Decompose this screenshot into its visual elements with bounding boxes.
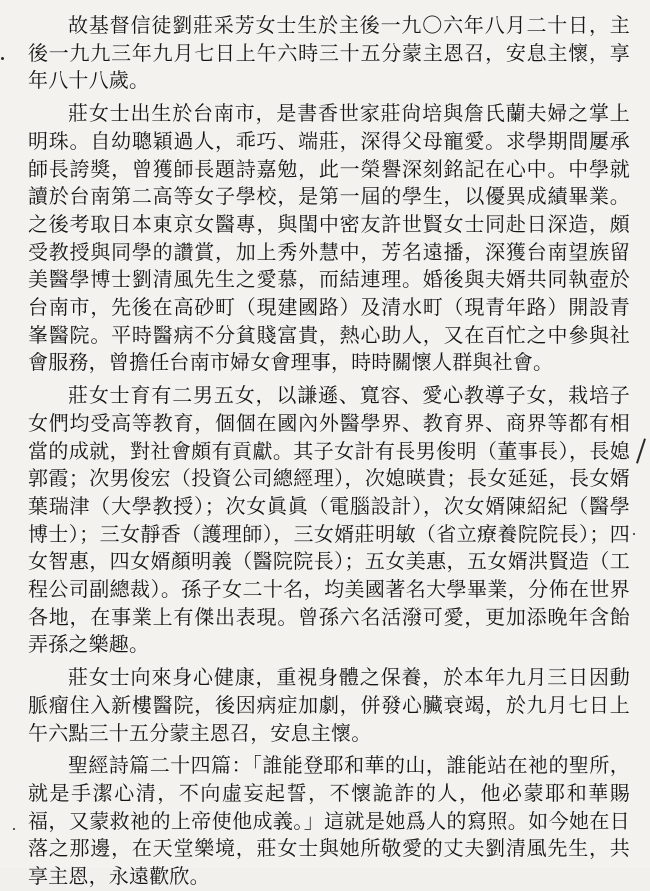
paragraph-scripture: 聖經詩篇二十四篇：「誰能登耶和華的山，誰能站在祂的聖所，就是手潔心清，不向虛妄起誓，不懷詭詐的人，他必蒙耶和華賜福，又蒙救祂的上帝使他成義。」這就是她爲人的寫照。如今她在日落之那邊，在天堂樂境，莊女士與她所敬愛的丈夫劉清風先生，共享主恩，永遠歡欣。 [28, 753, 630, 889]
paragraph-family: 莊女士育有二男五女，以謙遜、寬容、愛心教導子女，栽培子女們均受高等教育，個個在國內外醫學界、教育界、商界等都有相當的成就，對社會頗有貢獻。其子女計有長男俊明（董事長），長媳郭霞；次男俊宏（投資公司總經理），次媳暎貴；長女延延，長女婿葉瑞津（大學教授）；次女眞眞（電腦設計），次女婿陳紹紀（醫學博士）；三女靜香（護理師），三女婿莊明敏（省立療養院院長）；四女智惠，四女婿顏明義（醫院院長）；五女美惠，五女婿洪賢造（工程公司副總裁）。孫子女二十名，均美國著名大學畢業，分佈在世界各地，在事業上有傑出表現。曾孫六名活潑可愛，更加添晚年含飴弄孫之樂趣。 [28, 383, 630, 657]
scan-speck [633, 533, 635, 535]
obituary-text [28, 12, 630, 891]
paragraph-intro: 故基督信徒劉莊采芳女士生於主後一九〇六年八月二十日，主後一九九三年九月七日上午六時三十五分蒙主恩召，安息主懷，享年八十八歲。 [28, 13, 630, 93]
scan-speck [13, 828, 15, 830]
scan-speck [1, 57, 4, 60]
paragraph-biography: 莊女士出生於台南市，是書香世家莊尙培與詹氏蘭夫婦之掌上明珠。自幼聰穎過人，乖巧、端莊，深得父母寵愛。求學期間屢承師長誇獎，曾獲師長題詩嘉勉，此一榮譽深刻銘記在心中。中學就讀於台南第二高等女子學校，是第一屆的學生，以優異成績畢業。之後考取日本東京女醫專，與閨中密友許世賢女士同赴日深造，頗受教授與同學的讚賞，加上秀外慧中，芳名遠播，深獲台南望族留美醫學博士劉清風先生之愛慕，而結連理。婚後與夫婿共同執壺於台南市，先後在高砂町（現建國路）及清水町（現青年路）開設青峯醫院。平時醫病不分貧賤富貴，熱心助人，又在百忙之中參與社會服務，曾擔任台南市婦女會理事，時時關懷人群與社會。 [28, 101, 630, 375]
scan-mark [636, 438, 646, 463]
paragraph-illness: 莊女士向來身心健康，重視身體之保養，於本年九月三日因動脈瘤住入新樓醫院，後因病症加劇，併發心臟衰竭，於九月七日上午六點三十五分蒙主恩召，安息主懷。 [28, 665, 630, 745]
